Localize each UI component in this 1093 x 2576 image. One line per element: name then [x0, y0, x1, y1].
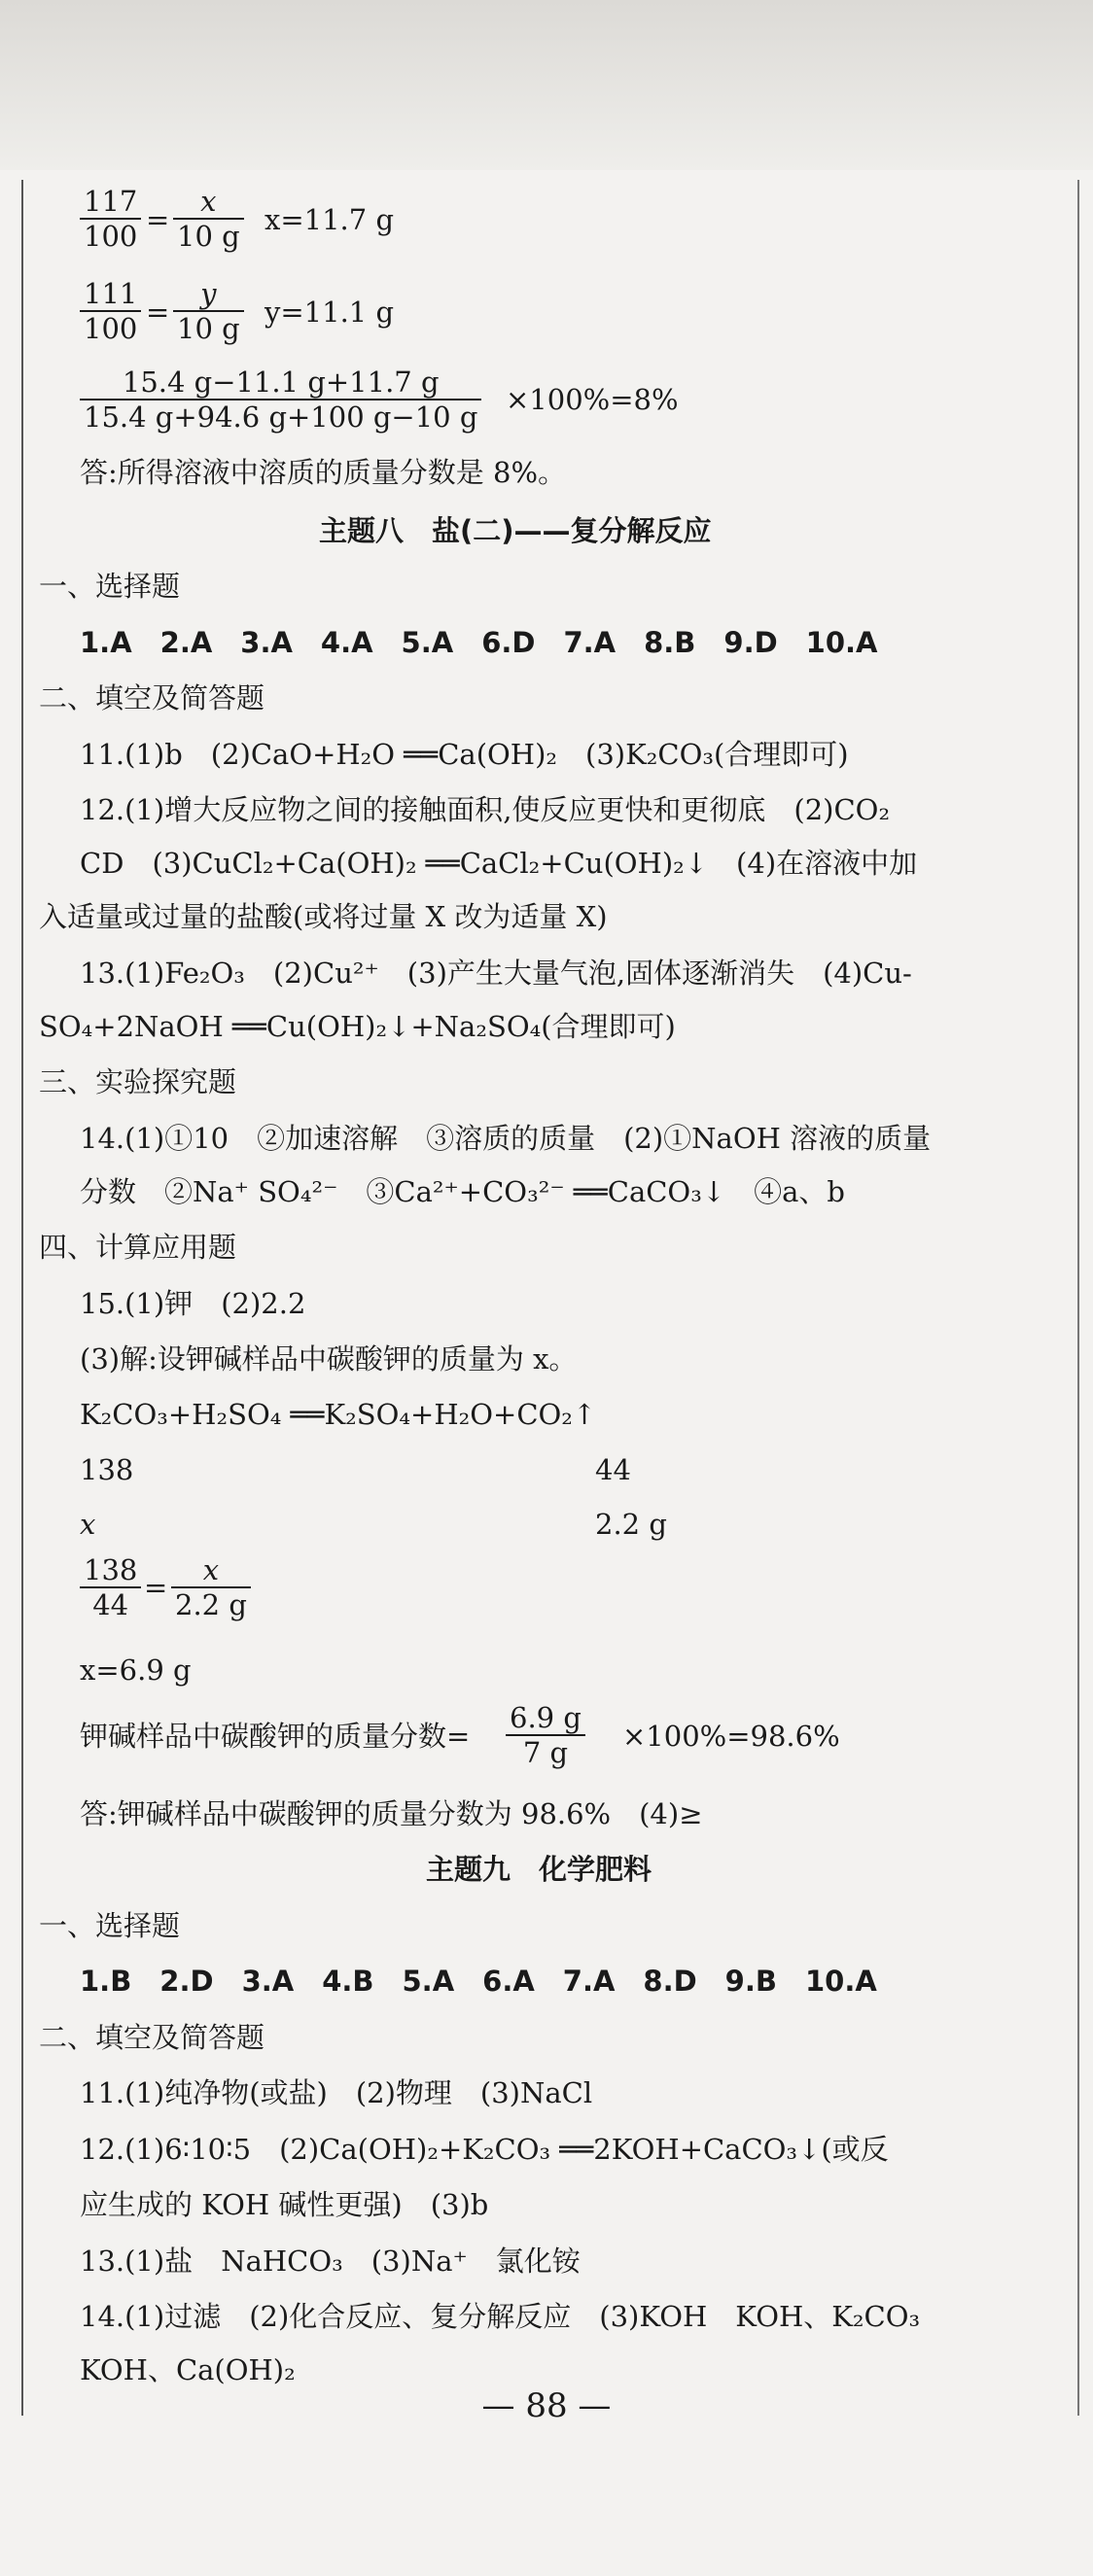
answer-q12-line2: 应生成的 KOH 碱性更强) (3)b — [80, 2188, 489, 2221]
equals-sign: = — [146, 296, 170, 329]
result-y: y=11.1 g — [264, 296, 395, 329]
molar-mass-k2co3: 138 — [80, 1453, 134, 1486]
answer-q13-line1: 13.(1)Fe₂O₃ (2)Cu²⁺ (3)产生大量气泡,固体逐渐消失 (4)Cu- — [80, 957, 912, 990]
heading-experiment: 三、实验探究题 — [39, 1065, 237, 1098]
fraction-117-100: $\frac{117}{100}$ — [80, 185, 141, 253]
equals-sign: = — [144, 1571, 168, 1604]
answer-line: 答:钾碱样品中碳酸钾的质量分数为 98.6% (4)≥ — [80, 1797, 703, 1830]
answer-q12-line1: 12.(1)6∶10∶5 (2)Ca(OH)₂+K₂CO₃ ══2KOH+CaCO₃↓(或反 — [80, 2133, 889, 2166]
fraction-x-2.2g: $\frac{x}{2.2 g}$ — [171, 1553, 251, 1621]
answer-q12-line1: 12.(1)增大反应物之间的接触面积,使反应更快和更彻底 (2)CO₂ — [80, 793, 891, 826]
answer-q13-line2: SO₄+2NaOH ══Cu(OH)₂↓+Na₂SO₄(合理即可) — [39, 1010, 676, 1043]
section-title-topic8: 主题八 盐(二)——复分解反应 — [319, 514, 712, 547]
answer-q14-line2: KOH、Ca(OH)₂ — [80, 2353, 296, 2386]
fraction-x-10g: $\frac{x}{10 g}$ — [173, 185, 244, 253]
answer-q14-line2: 分数 ②Na⁺ SO₄²⁻ ③Ca²⁺+CO₃²⁻ ══CaCO₃↓ ④a、b — [80, 1175, 845, 1208]
percent-result: ×100%=98.6% — [622, 1720, 840, 1753]
heading-fill: 二、填空及简答题 — [39, 681, 265, 714]
fraction-111-100: $\frac{111}{100}$ — [80, 277, 141, 345]
heading-choice: 一、选择题 — [39, 570, 181, 603]
heading-choice: 一、选择题 — [39, 1909, 181, 1942]
answer-q15-line1: 15.(1)钾 (2)2.2 — [80, 1287, 306, 1320]
fraction-mass-percent: $\frac{15.4 g-11.1 g+11.7 g}{15.4 g+94.6 g+100 g-10 g}$ — [80, 366, 481, 434]
answer-q15-line2: (3)解:设钾碱样品中碳酸钾的质量为 x。 — [80, 1342, 578, 1375]
page-number: — 88 — — [481, 2386, 612, 2425]
unknown-x: x — [80, 1508, 96, 1541]
known-mass: 2.2 g — [595, 1508, 667, 1541]
fraction-6.9g-7g: $\frac{6.9 g}{7 g}$ — [506, 1701, 585, 1769]
answer-q11: 11.(1)b (2)CaO+H₂O ══Ca(OH)₂ (3)K₂CO₃(合理即可) — [80, 738, 849, 771]
binding-line — [21, 180, 23, 2416]
answer-q12-line3: 入适量或过量的盐酸(或将过量 X 改为适量 X) — [39, 900, 608, 933]
heading-calculation: 四、计算应用题 — [39, 1231, 237, 1264]
answer-line: 答:所得溶液中溶质的质量分数是 8%。 — [80, 456, 566, 489]
fraction-138-44: $\frac{138}{44}$ — [80, 1553, 141, 1621]
top-shadow-band — [0, 0, 1093, 170]
answer-q14-line1: 14.(1)①10 ②加速溶解 ③溶质的质量 (2)①NaOH 溶液的质量 — [80, 1122, 932, 1155]
result-percent: ×100%=8% — [506, 383, 679, 416]
result-x: x=11.7 g — [264, 203, 395, 236]
page-edge-line — [1077, 180, 1079, 2416]
answer-q11: 11.(1)纯净物(或盐) (2)物理 (3)NaCl — [80, 2076, 593, 2109]
answer-q14-line1: 14.(1)过滤 (2)化合反应、复分解反应 (3)KOH KOH、K₂CO₃ — [80, 2300, 921, 2333]
heading-fill: 二、填空及简答题 — [39, 2021, 265, 2054]
section-title-topic9: 主题九 化学肥料 — [426, 1853, 652, 1886]
answer-q13: 13.(1)盐 NaHCO₃ (3)Na⁺ 氯化铵 — [80, 2245, 581, 2278]
answer-q12-line2: CD (3)CuCl₂+Ca(OH)₂ ══CaCl₂+Cu(OH)₂↓ (4)在溶液中加 — [80, 847, 918, 880]
percent-label: 钾碱样品中碳酸钾的质量分数= — [80, 1720, 471, 1753]
chemical-equation: K₂CO₃+H₂SO₄ ══K₂SO₄+H₂O+CO₂↑ — [80, 1398, 597, 1431]
choice-answers: 1.A 2.A 3.A 4.A 5.A 6.D 7.A 8.B 9.D 10.A — [80, 626, 878, 659]
choice-answers: 1.B 2.D 3.A 4.B 5.A 6.A 7.A 8.D 9.B 10.A — [80, 1965, 877, 1998]
result-x: x=6.9 g — [80, 1654, 192, 1687]
molar-mass-co2: 44 — [595, 1453, 631, 1486]
fraction-y-10g: $\frac{y}{10 g}$ — [173, 277, 244, 345]
equals-sign: = — [146, 203, 170, 236]
